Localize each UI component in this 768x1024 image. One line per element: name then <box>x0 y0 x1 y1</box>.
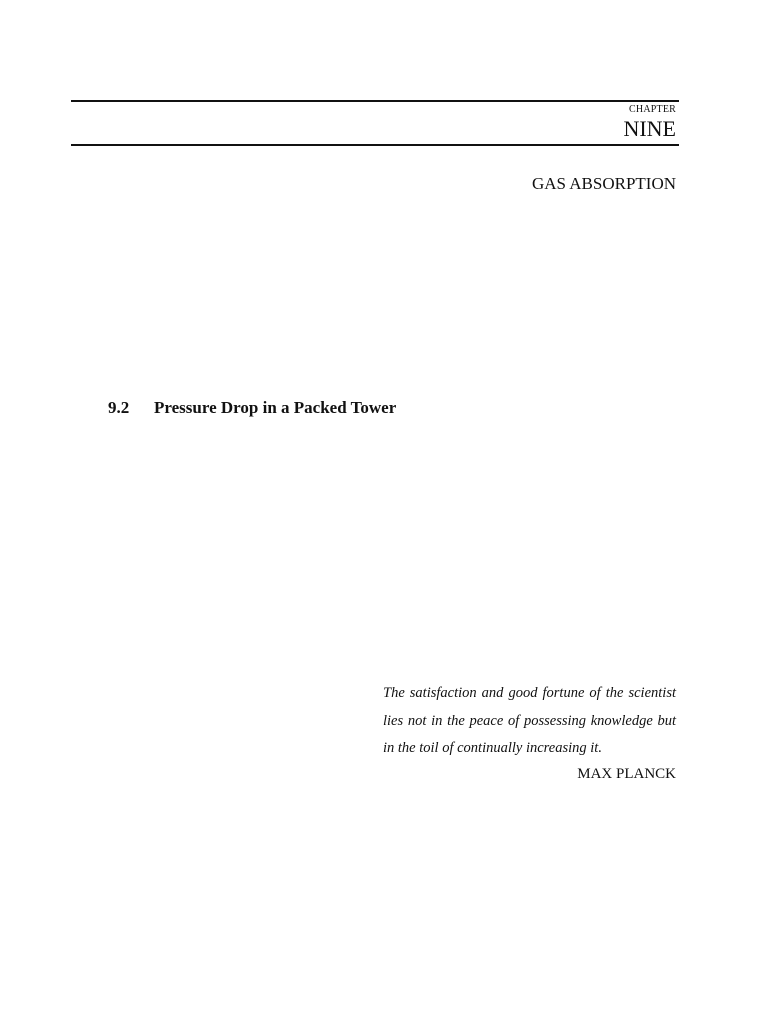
epigraph <box>383 680 676 785</box>
chapter-label: CHAPTER <box>629 104 676 115</box>
chapter-number: NINE <box>623 116 676 141</box>
bottom-rule <box>71 144 679 146</box>
top-rule <box>71 100 679 102</box>
section-title: Pressure Drop in a Packed Tower <box>154 398 397 417</box>
epigraph-quote: The satisfaction and good fortune of the scientist lies not in the peace of possessing knowledge but in the toil of continually increasing it. <box>383 685 676 756</box>
section-number: 9.2 <box>108 398 130 417</box>
section-heading <box>108 397 396 419</box>
epigraph-author: MAX PLANCK <box>577 765 676 782</box>
chapter-title: GAS ABSORPTION <box>531 174 676 193</box>
